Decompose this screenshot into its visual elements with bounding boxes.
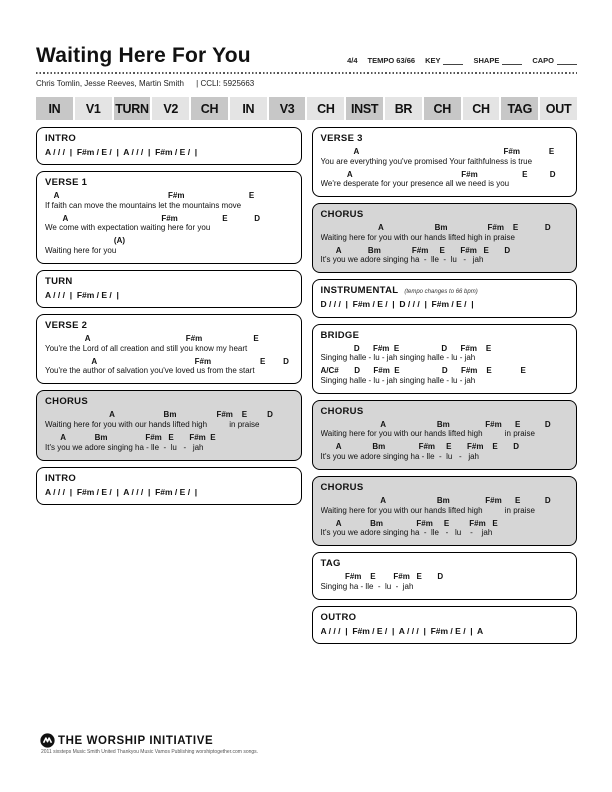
section-title: VERSE 3 bbox=[320, 133, 363, 144]
chart-line bbox=[321, 170, 569, 190]
column-left bbox=[36, 127, 302, 505]
section-box-turn bbox=[36, 270, 302, 308]
lyric-line: You are everything you've promised Your faithfulness is true bbox=[320, 156, 533, 166]
section-title: BRIDGE bbox=[320, 329, 360, 341]
lyric-line: Singing halle - lu - jah singing halle - lu - jah bbox=[320, 375, 476, 385]
column-right bbox=[312, 127, 578, 644]
chart-line bbox=[45, 357, 293, 377]
chart-line bbox=[321, 420, 569, 440]
chord-line: D / / / | F#m / E / | D / / / | F#m / E / | bbox=[320, 299, 474, 310]
section-title: VERSE 1 bbox=[45, 177, 88, 189]
lyric-line: Waiting here for you with our hands lifted high in praise bbox=[320, 505, 535, 515]
section-title: TURN bbox=[45, 275, 73, 287]
chord-line: D F#m E D F#m E bbox=[320, 343, 492, 353]
section-box-intro bbox=[36, 467, 302, 505]
key-blank bbox=[443, 57, 463, 65]
section-box-bridge bbox=[312, 324, 578, 394]
section-title: CHORUS bbox=[320, 405, 364, 417]
chord-line: A Bm F#m E D bbox=[320, 495, 551, 505]
section-title: CHORUS bbox=[320, 209, 364, 221]
section-box-verse-2 bbox=[36, 314, 302, 384]
lyric-line: Singing ha - lle - lu - jah bbox=[320, 581, 414, 591]
section-box-outro bbox=[312, 606, 578, 644]
section-title: INTRO bbox=[45, 133, 77, 144]
nav-item-ch-11: CH bbox=[463, 97, 500, 120]
section-box-chorus bbox=[312, 203, 578, 273]
footer bbox=[40, 733, 258, 755]
chord-line: A Bm F#m E F#m E D bbox=[320, 442, 520, 452]
section-box-chorus bbox=[312, 476, 578, 546]
chord-line: F#m E F#m E D bbox=[320, 572, 444, 582]
chord-line: A / / / | F#m / E / | A / / / | F#m / E / | bbox=[45, 147, 198, 157]
chart-line bbox=[321, 366, 569, 386]
time-signature: 4/4 bbox=[347, 56, 358, 65]
nav-item-ch-7: CH bbox=[307, 97, 344, 120]
chart-line bbox=[45, 290, 293, 300]
section-title: INSTRUMENTAL (tempo changes to 66 bpm) bbox=[320, 285, 478, 297]
lyric-line: Waiting here for you bbox=[45, 245, 117, 255]
chord-line: A/C# D F#m E D F#m E E bbox=[320, 366, 526, 376]
lyric-line: We're desperate for your presence all we need is you bbox=[320, 179, 510, 189]
lyric-line: It's you we adore singing ha - lle - lu - jah bbox=[320, 451, 479, 461]
chart-line bbox=[45, 410, 293, 430]
lyric-line: Waiting here for you with our hands lifted high in praise bbox=[320, 232, 515, 242]
section-note: (tempo changes to 66 bpm) bbox=[404, 289, 478, 296]
chart-line bbox=[45, 191, 293, 211]
capo-blank bbox=[557, 57, 577, 65]
chart-line bbox=[321, 496, 569, 516]
chord-line: A Bm F#m E F#m E bbox=[320, 518, 498, 528]
lyric-line: It's you we adore singing ha - lle - lu - jah bbox=[45, 442, 204, 452]
nav-item-v2-3: V2 bbox=[152, 97, 189, 120]
section-title: INTRO bbox=[45, 472, 77, 484]
chord-line: A F#m E D bbox=[45, 356, 289, 366]
section-title: CHORUS bbox=[45, 396, 88, 408]
section-box-verse-3 bbox=[312, 127, 578, 197]
header bbox=[36, 44, 577, 68]
chart-line bbox=[321, 442, 569, 462]
chart-line bbox=[321, 299, 569, 309]
ccli-number: | CCLI: 5925663 bbox=[196, 79, 255, 88]
lyric-line: We come with expectation waiting here for you bbox=[45, 223, 211, 233]
lyric-line: It's you we adore singing ha - lle - lu - jah bbox=[320, 255, 484, 265]
section-title: OUTRO bbox=[320, 611, 357, 623]
section-box-chorus bbox=[36, 390, 302, 460]
chart-columns bbox=[36, 127, 577, 644]
chart-line bbox=[45, 487, 293, 497]
chord-line: A Bm F#m E D bbox=[45, 410, 273, 420]
chord-line: A F#m E D bbox=[320, 169, 556, 179]
chord-line: (A) bbox=[45, 236, 126, 246]
section-nav bbox=[36, 97, 577, 120]
chart-line bbox=[321, 246, 569, 266]
lyric-line: Waiting here for you with our hands lifted high in praise bbox=[45, 419, 260, 429]
chart-line bbox=[45, 236, 293, 256]
chart-line bbox=[45, 334, 293, 354]
chord-line: A / / / | F#m / E / | bbox=[45, 289, 119, 300]
nav-item-inst-8: INST bbox=[346, 97, 383, 120]
chord-line: A / / / | F#m / E / | A / / / | F#m / E / | bbox=[45, 486, 198, 497]
brand-name: THE WORSHIP INITIATIVE bbox=[58, 734, 214, 747]
lyric-line: Singing halle - lu - jah singing halle - lu - jah bbox=[320, 353, 476, 363]
chord-line: A F#m E bbox=[45, 191, 255, 201]
authors: Chris Tomlin, Jesse Reeves, Martin Smith bbox=[36, 79, 184, 88]
lyric-line: You're the Lord of all creation and still you know my heart bbox=[45, 343, 248, 353]
chord-line: A / / / | F#m / E / | A / / / | F#m / E / | A bbox=[320, 625, 484, 636]
nav-item-tag-12: TAG bbox=[501, 97, 538, 120]
chord-line: A Bm F#m E D bbox=[320, 223, 551, 233]
capo-field: CAPO bbox=[532, 56, 577, 65]
nav-item-ch-10: CH bbox=[424, 97, 461, 120]
chord-line: A F#m E D bbox=[45, 213, 261, 223]
chord-line: A Bm F#m E F#m E bbox=[45, 432, 216, 442]
authors-row bbox=[36, 79, 577, 88]
lyric-line: It's you we adore singing ha - lle - lu - jah bbox=[320, 528, 493, 538]
worship-initiative-logo-icon bbox=[40, 733, 55, 748]
nav-item-br-9: BR bbox=[385, 97, 422, 120]
chord-line: A Bm F#m E F#m E D bbox=[320, 245, 511, 255]
section-title: TAG bbox=[320, 558, 341, 570]
chart-line bbox=[45, 147, 293, 157]
section-box-instrumental bbox=[312, 279, 578, 317]
chart-line bbox=[321, 572, 569, 592]
nav-item-v1-1: V1 bbox=[75, 97, 112, 120]
chart-line bbox=[45, 214, 293, 234]
section-box-chorus bbox=[312, 400, 578, 470]
chord-line: A Bm F#m E D bbox=[320, 419, 551, 429]
nav-item-ch-4: CH bbox=[191, 97, 228, 120]
chart-line bbox=[321, 223, 569, 243]
lyric-line: If faith can move the mountains let the mountains move bbox=[45, 200, 242, 210]
chart-line bbox=[321, 519, 569, 539]
nav-item-turn-2: TURN bbox=[114, 97, 151, 120]
nav-item-out-13: OUT bbox=[540, 97, 577, 120]
section-title: VERSE 2 bbox=[45, 320, 88, 332]
section-box-tag bbox=[312, 552, 578, 600]
chord-line: A F#m E bbox=[45, 334, 259, 344]
copyright-line: 2011 sixsteps Music Smith United Thankyou Music Vamos Publishing worshiptogether.com songs. bbox=[41, 749, 259, 755]
page-title: Waiting Here For You bbox=[36, 44, 251, 67]
lyric-line: You're the author of salvation you've loved us from the start bbox=[45, 366, 255, 376]
lyric-line: Waiting here for you with our hands lifted high in praise bbox=[320, 429, 535, 439]
section-box-verse-1 bbox=[36, 171, 302, 264]
chart-line bbox=[45, 433, 293, 453]
dotted-divider bbox=[36, 72, 577, 74]
shape-field: SHAPE bbox=[473, 56, 522, 65]
section-title: CHORUS bbox=[320, 481, 364, 493]
chart-line bbox=[321, 344, 569, 364]
chart-line bbox=[321, 626, 569, 636]
song-meta bbox=[347, 56, 577, 68]
section-box-intro bbox=[36, 127, 302, 165]
nav-item-in-5: IN bbox=[230, 97, 267, 120]
chart-line bbox=[321, 147, 569, 167]
nav-item-in-0: IN bbox=[36, 97, 73, 120]
shape-blank bbox=[502, 57, 522, 65]
nav-item-v3-6: V3 bbox=[269, 97, 306, 120]
key-field: KEY bbox=[425, 56, 463, 65]
chord-line: A F#m E bbox=[320, 147, 555, 156]
tempo-label: TEMPO 63/66 bbox=[367, 56, 416, 65]
